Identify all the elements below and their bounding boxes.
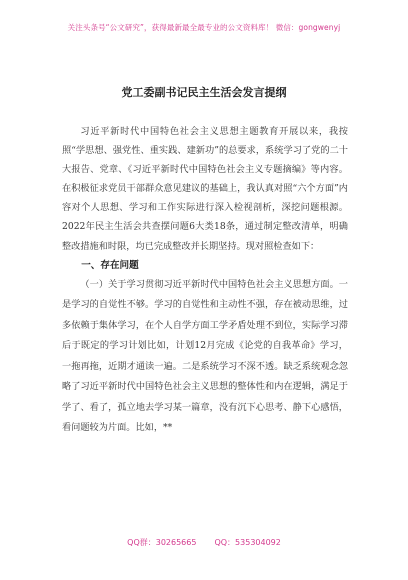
header-banner: 关注头条号“公文研究”，获得最新最全最专业的公文资料库！ 微信：gongwenyj — [67, 23, 341, 32]
document-title: 党工委副书记民主生活会发言提纲 — [121, 86, 287, 99]
intro-paragraph: 习近平新时代中国特色社会主义思想主题教育开展以来，我按照“学思想、强党性、重实践、建新功”的总要求，系统学习了党的二十大报告、党章、《习近平新时代中国特色社会主义专题摘编》等内容。在积极征求党员干部群众意见建议的基础上，我认真对照“六个方面”内容对个人思想、学习和工作实际进行深入检视剖析，深挖问题根源。2022年民主生活会共查摆问题6大类18条，通过制定整改清单，明确整改措施和时限，均已完成整改并长期坚持。现对照检查如下： — [62, 126, 348, 252]
section-heading: 一、存在问题 — [81, 259, 139, 271]
document-body — [62, 122, 348, 439]
qq-number-text: QQ：535304092 — [214, 538, 281, 547]
qq-group-text: QQ群：30265665 — [127, 538, 197, 547]
section-paragraph: （一）关于学习贯彻习近平新时代中国特色社会主义思想方面。一是学习的自觉性不够。学习的自觉性和主动性不强，存在被动思维，过多依赖于集体学习，在个人自学方面工学矛盾处理不到位，实际学习滞后于既定的学习计划比如，计划12月完成《论党的自我革命》学习，一拖再拖，近期才通读一遍。二是系统学习不深不透。缺乏系统观念忽略了习近平新时代中国特色社会主义思想的整体性和内在逻辑，满足于学了、看了，孤立地去学习某一篇章，没有沉下心思考、静下心感悟，看问题较为片面。比如，** — [62, 278, 348, 434]
footer-contact — [0, 537, 408, 548]
